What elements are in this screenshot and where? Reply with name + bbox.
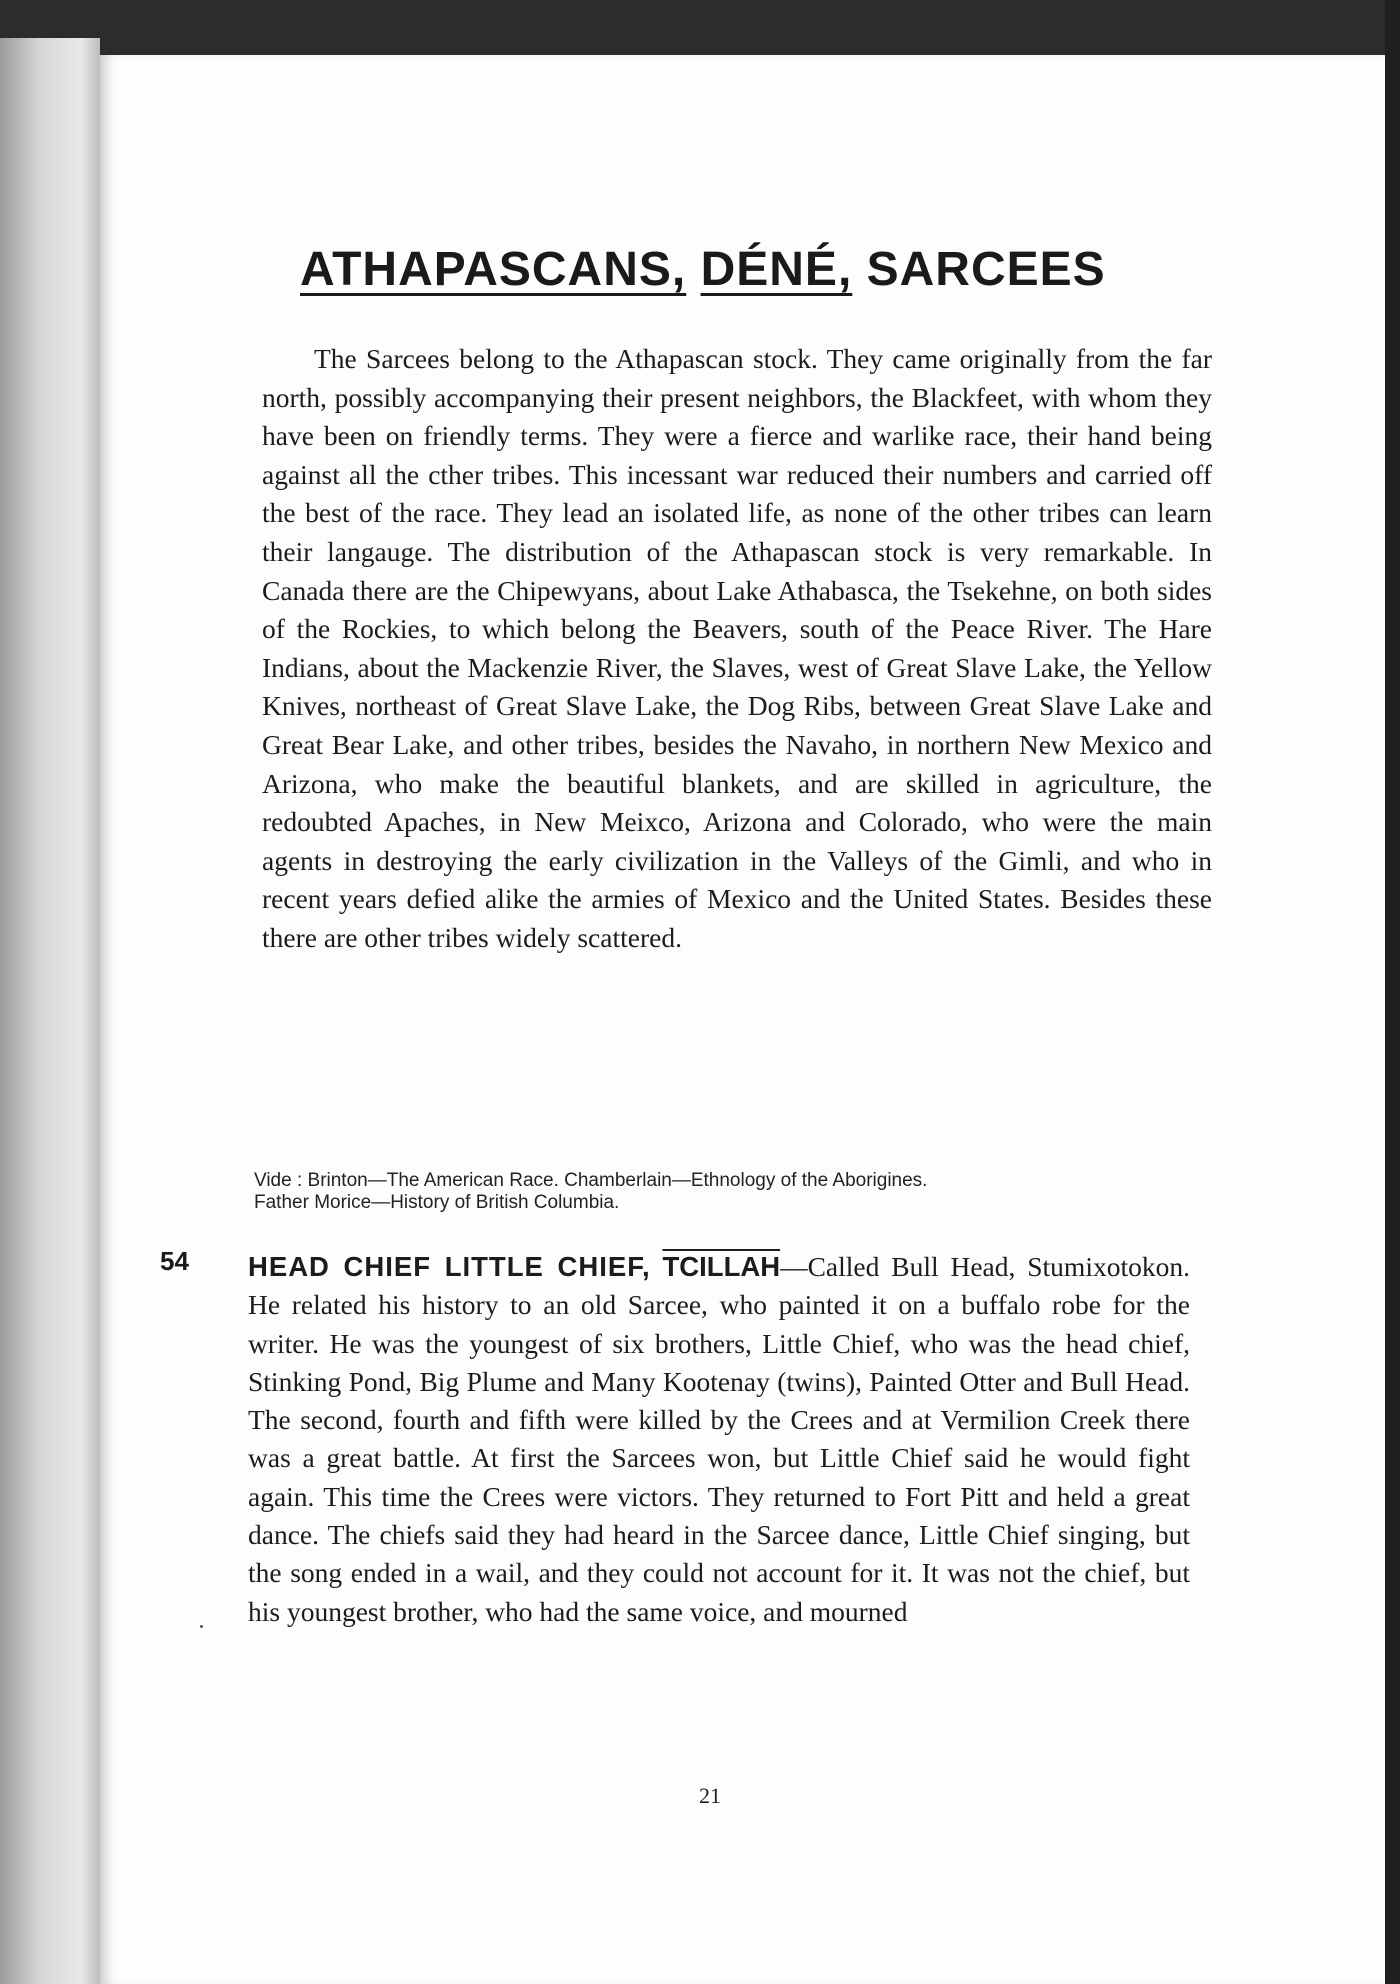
page-number: 21 bbox=[699, 1783, 721, 1808]
intro-paragraph: The Sarcees belong to the Athapascan stock. They came originally from the far north, possibly accompanying their present neighbors, the Blackfeet, with whom they have been on friendly terms. They were a fierce and warlike race, their hand being against all the cther tribes. This incessant war reduced their numbers and carried off the best of the race. They lead an isolated life, as none of the other tribes can learn their langauge. The distribution of the Athapascan stock is very remarkable. In Canada there are the Chipewyans, about Lake Athabasca, the Tsekehne, on both sides of the Rockies, to which belong the Beavers, south of the Peace River. The Hare Indians, about the Mackenzie River, the Slaves, west of Great Slave Lake, the Yellow Knives, northeast of Great Slave Lake, the Dog Ribs, between Great Slave Lake and Great Bear Lake, and other tribes, besides the Navaho, in northern New Mexico and Arizona, who make the beautiful blankets, and are skilled in agriculture, the redoubted Apaches, in New Meixco, Arizona and Colorado, who were the main agents in destroying the early civilization in the Valleys of the Gimli, and who in recent years defied alike the armies of Mexico and the United States. Besides these there are other tribes widely scattered. bbox=[262, 343, 1212, 953]
title-sarcees: SARCEES bbox=[866, 243, 1106, 296]
entry-paragraph bbox=[248, 1248, 1190, 1631]
entry-body: —Called Bull Head, Stumixotokon. He related his history to an old Sarcee, who painted it on a buffalo robe for the writer. He was the youngest of six brothers, Little Chief, who was the head chief, Stinking Pond, Big Plume and Many Kootenay (twins), Painted Otter and Bull Head. The second, fourth and fifth were killed by the Crees and at Vermilion Creek there was a great battle. At first the Sarcees won, but Little Chief said he would fight again. This time the Crees were victors. They returned to Fort Pitt and held a great dance. The chiefs said they had heard in the Sarcee dance, Little Chief singing, but the song ended in a wail, and they could not account for it. It was not the chief, but his youngest brother, who had the same voice, and mourned bbox=[248, 1251, 1190, 1627]
references bbox=[254, 1170, 1194, 1214]
intro-section bbox=[262, 340, 1212, 958]
scan-right-edge bbox=[1385, 0, 1400, 1984]
entry-number: 54 bbox=[160, 1246, 189, 1276]
reference-line-2: Father Morice—History of British Columbia. bbox=[254, 1192, 620, 1213]
title-dene: DÉNÉ, bbox=[700, 243, 853, 296]
facing-page-edge bbox=[0, 38, 100, 1984]
entry-heading: HEAD CHIEF LITTLE CHIEF, bbox=[248, 1251, 651, 1282]
title-athapascans: ATHAPASCANS, bbox=[300, 243, 687, 296]
scan-top-band bbox=[0, 0, 1400, 60]
page-title bbox=[300, 242, 1180, 297]
reference-line-1: Vide : Brinton—The American Race. Chamberlain—Ethnology of the Aborigines. bbox=[254, 1170, 928, 1191]
scan-speck bbox=[200, 1625, 203, 1628]
entry-native-name: TCILLAH bbox=[662, 1251, 781, 1282]
